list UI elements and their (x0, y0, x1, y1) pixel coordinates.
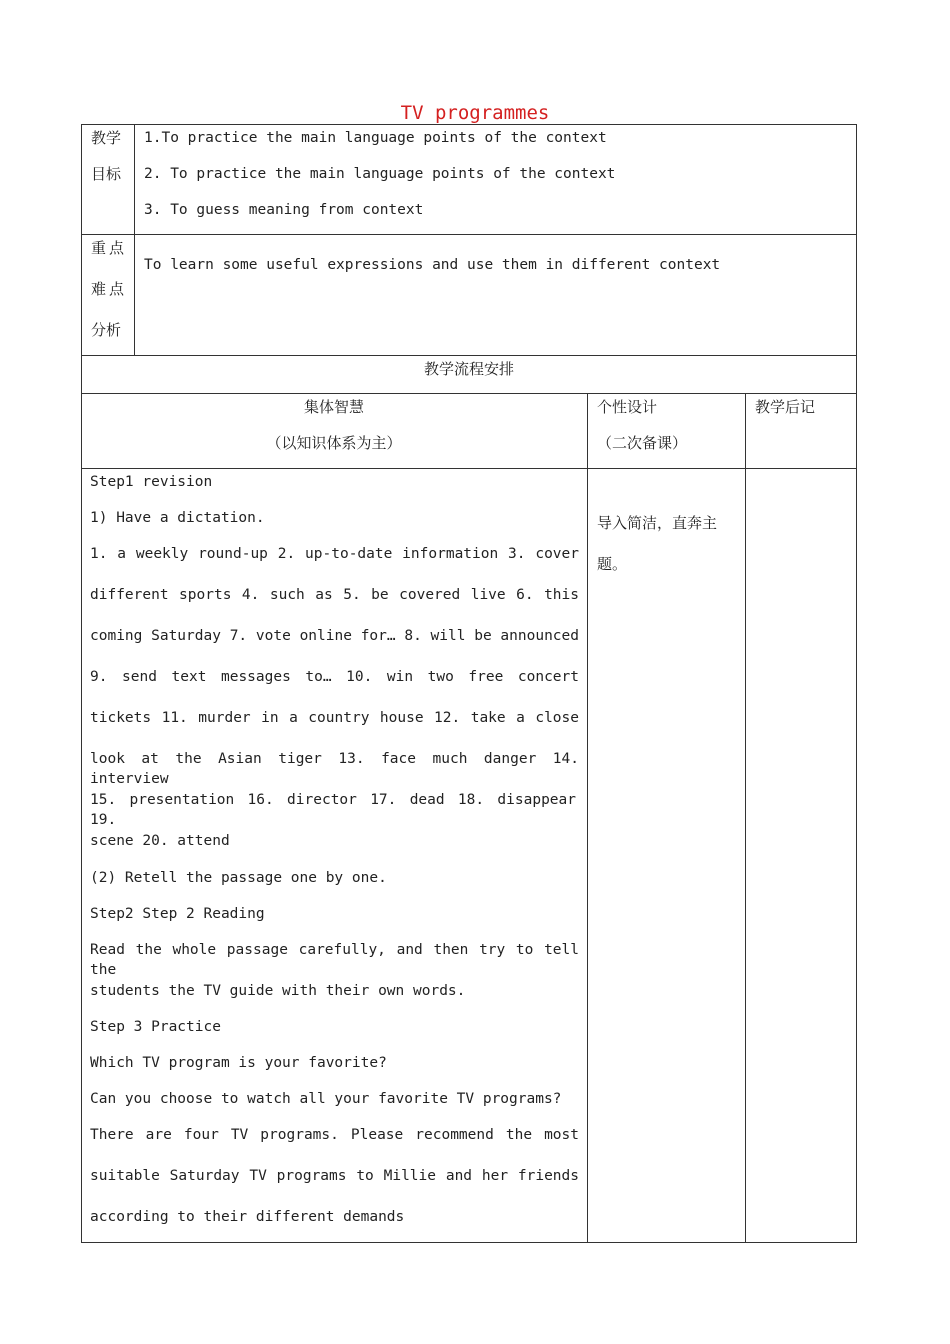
notes-header: 教学后记 (755, 398, 816, 416)
goal-item-2: 2. To practice the main language points of the context (144, 166, 616, 182)
step-line-7: tickets 11. murder in a country house 12. take a close (90, 710, 579, 726)
step-line-14: students the TV guide with their own words. (90, 983, 466, 999)
flow-header: 教学流程安排 (423, 360, 514, 378)
step-line-4: different sports 4. such as 5. be covered live 6. this (90, 587, 579, 603)
step-line-8: look at the Asian tiger 13. face much danger 14. interview (90, 751, 579, 787)
goal-item-3: 3. To guess meaning from context (144, 202, 424, 218)
step-line-5: coming Saturday 7. vote online for… 8. will be announced (90, 628, 579, 644)
row-divider-flow (81, 393, 857, 394)
collective-header: 集体智慧 (303, 398, 364, 416)
personal-column-divider (587, 393, 588, 1243)
document-title: TV programmes (400, 102, 550, 124)
step-line-20: according to their different demands (90, 1209, 405, 1225)
step-line-11: (2) Retell the passage one by one. (90, 870, 387, 886)
step-line-3: 1. a weekly round-up 2. up-to-date information 3. cover (90, 546, 579, 562)
row-divider-columns (81, 468, 857, 469)
step-line-13: Read the whole passage carefully, and then try to tell the (90, 942, 579, 978)
table-border-left (81, 124, 82, 1243)
step-line-18: There are four TV programs. Please recommend the most (90, 1127, 579, 1143)
row-divider-keypoints (81, 355, 857, 356)
table-border-right (856, 124, 857, 1243)
keypoints-text: To learn some useful expressions and use them in different context (144, 257, 721, 273)
step-line-16: Which TV program is your favorite? (90, 1055, 387, 1071)
row-divider-goals (81, 234, 857, 235)
keypoints-label-line1: 重点 (91, 239, 128, 257)
lesson-plan-table (81, 124, 857, 1243)
goal-item-1: 1.To practice the main language points of the context (144, 130, 607, 146)
table-border-bottom (81, 1242, 857, 1243)
step-line-2: 1) Have a dictation. (90, 510, 265, 526)
step-line-17: Can you choose to watch all your favorite TV programs? (90, 1091, 562, 1107)
label-column-divider (134, 124, 135, 355)
personal-note-line1: 导入简洁，直奔主 (597, 514, 718, 532)
collective-subheader: （以知识体系为主） (266, 434, 402, 452)
step-line-6: 9. send text messages to… 10. win two free concert (90, 669, 579, 685)
step-line-12: Step2 Step 2 Reading (90, 906, 265, 922)
personal-note-line2: 题。 (597, 555, 628, 573)
step-line-19: suitable Saturday TV programs to Millie and her friends (90, 1168, 579, 1184)
goals-label-line2: 目标 (91, 165, 122, 183)
step-line-10: scene 20. attend (90, 833, 230, 849)
step-line-15: Step 3 Practice (90, 1019, 221, 1035)
notes-column-divider (745, 393, 746, 1243)
keypoints-label-line2: 难点 (91, 280, 128, 298)
personal-header: 个性设计 (597, 398, 658, 416)
goals-label-line1: 教学 (91, 129, 122, 147)
personal-subheader: （二次备课） (597, 434, 688, 452)
step-line-9: 15. presentation 16. director 17. dead 18. disappear 19. (90, 792, 576, 828)
keypoints-label-line3: 分析 (91, 321, 122, 339)
step-line-1: Step1 revision (90, 474, 213, 490)
table-border-top (81, 124, 857, 125)
